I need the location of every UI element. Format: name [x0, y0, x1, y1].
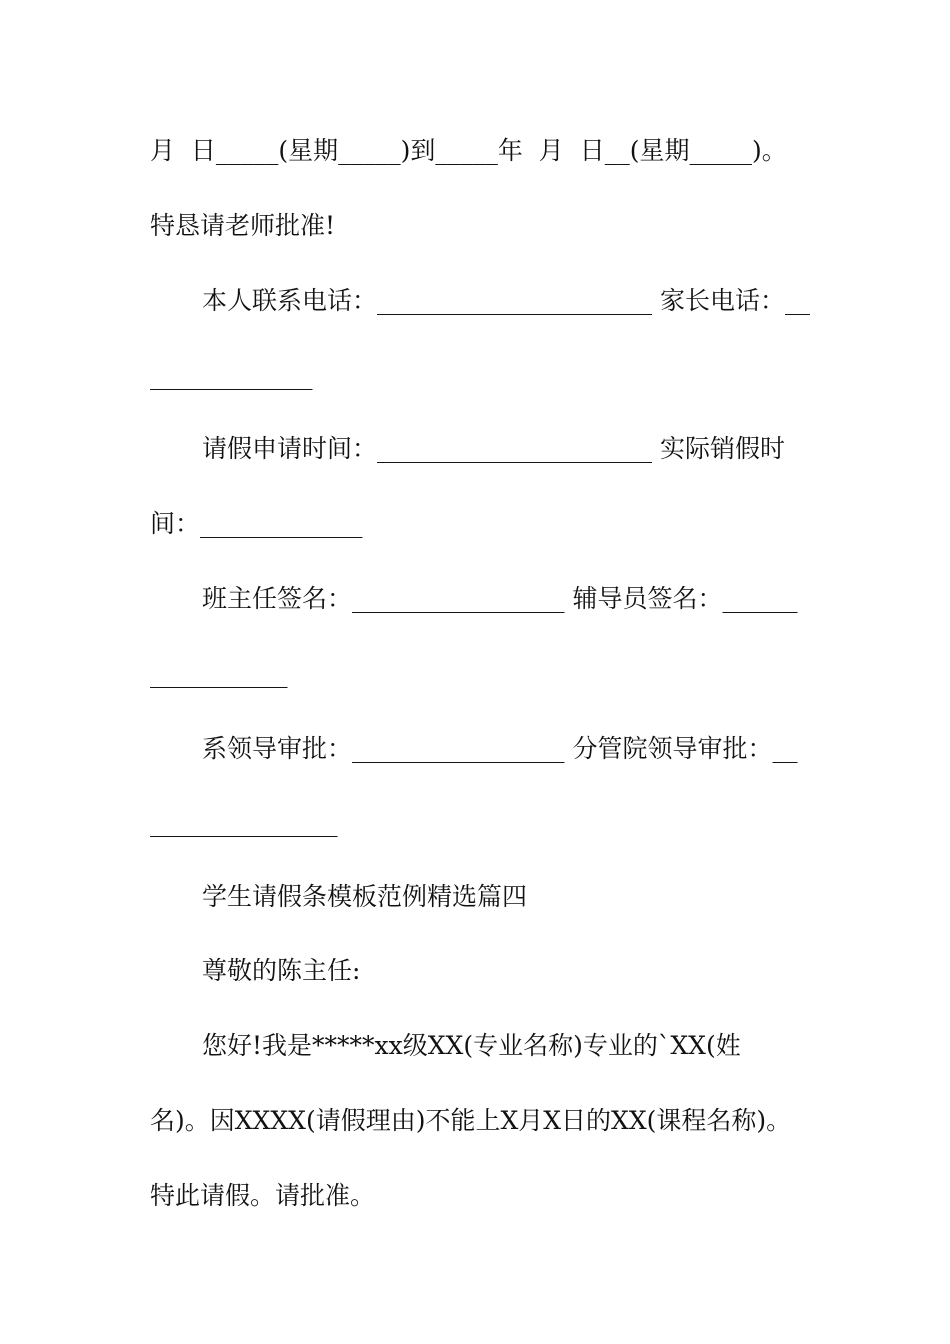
counselor-signature-continuation: ___________ [150, 659, 288, 688]
approval-request-line: 特恳请老师批准! [150, 211, 336, 240]
return-time-line: 间：_____________ [150, 509, 363, 538]
section-heading: 学生请假条模板范例精选篇四 [202, 882, 528, 911]
department-approval-line: 系领导审批：_________________ 分管院领导审批：__ [202, 734, 798, 763]
closing-line: 特此请假。请批准。 [150, 1181, 376, 1210]
leave-date-line: 月 日_____(星期_____)到_____年 月 日__(星期_____)。 [150, 136, 787, 165]
college-approval-continuation: _______________ [150, 808, 338, 837]
leave-time-line: 请假申请时间：______________________ 实际销假时 [202, 434, 785, 463]
parent-phone-continuation: _____________ [150, 361, 313, 390]
body-paragraph-line-1: 您好!我是*****xx级XX(专业名称)专业的`XX(姓 [202, 1031, 741, 1060]
salutation: 尊敬的陈主任: [202, 956, 361, 985]
teacher-signature-line: 班主任签名：_________________ 辅导员签名：______ [202, 584, 798, 613]
contact-phone-line: 本人联系电话：______________________ 家长电话：__ [202, 286, 810, 315]
body-paragraph-line-2: 名)。因XXXX(请假理由)不能上X月X日的XX(课程名称)。 [150, 1106, 792, 1135]
